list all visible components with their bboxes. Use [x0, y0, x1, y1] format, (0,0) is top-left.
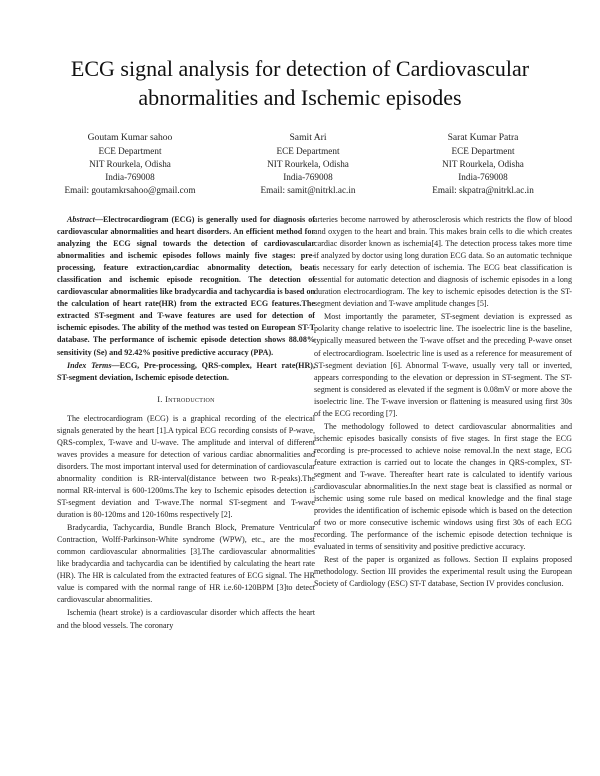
abstract-text: —Electrocardiogram (ECG) is generally used for diagnosis of cardiovascular abnormalities and heart disorders. An efficient method for analyzing the ECG signal towards the detection of cardiovascular abnormalities and ischemic episodes follows mainly five stages: pre-processing, feature extraction,cardiac abnormality detection, beat classification and ischemic episode recognition. The detection of cardiovascular abnormalities like bradycardia and tachycardia is based on the calculation of heart rate(HR) from the extracted ECG features.The extracted ST-segment and T-wave features are used for detection of ischemic episodes. The ability of the method was tested on European ST-T database. The performance of ischemic episode detection shows 88.08% sensitivity (Se) and 92.42% positive predictive accuracy (PPA).	[57, 215, 315, 357]
index-terms-lead: Index Terms	[67, 360, 112, 370]
author-1	[40, 131, 220, 197]
author-postal: India-769008	[283, 172, 333, 182]
right-column	[314, 214, 572, 590]
abstract	[57, 214, 315, 359]
author-postal: India-769008	[105, 172, 155, 182]
author-3	[398, 131, 568, 197]
author-email[interactable]: Email: samit@nitrkl.ac.in	[260, 185, 356, 195]
index-terms	[57, 360, 315, 384]
section-heading-introduction: I. Introduction	[157, 394, 215, 404]
author-name: Goutam Kumar sahoo	[87, 132, 173, 143]
author-name: Samit Ari	[289, 132, 327, 143]
body-paragraph: Rest of the paper is organized as follows. Section II explains proposed methodology. Section III provides the experimental result using the European Society of Cardiology (ESC) ST-T database, Section IV provides conclusion.	[314, 555, 572, 589]
author-email[interactable]: Email: goutamkrsahoo@gmail.com	[64, 185, 196, 195]
paper-title: ECG signal analysis for detection of Cardiovascular abnormalities and Ischemic episodes	[70, 56, 530, 110]
author-institution: NIT Rourkela, Odisha	[442, 159, 524, 169]
author-block	[40, 131, 580, 195]
left-column	[57, 214, 315, 632]
body-paragraph: The methodology followed to detect cardiovascular abnormalities and ischemic episodes basically consists of five stages. In first stage the ECG recording is pre-processed to achieve noise removal.In the next stage, ECG feature extraction is carried out to locate the changes in QRS-complex, ST-segment and T-wave. Thereafter heart rate is calculated to identify various cardiovascular abnormalities.In the next stage beat is classified as normal or ischemic using some rule based on medical knowledge and the final stage provides the identification of ischemic episode which is based on the detection of two or more consecutive ischemic windows using first 30s of each ECG recording. The performance of the ischemic episode detection technique is evaluated in terms of sensitivity and positive predictive accuracy.	[314, 421, 572, 552]
author-postal: India-769008	[458, 172, 508, 182]
index-terms-text: —ECG, Pre-processing, QRS-complex, Heart rate(HR), ST-segment deviation, Ischemic episode detection.	[57, 360, 316, 382]
author-department: ECE Department	[276, 146, 340, 156]
body-paragraph: Most importantly the parameter, ST-segment deviation is expressed as polarity change relative to isoelectric line. The isoelectric line is the baseline, typically measured between the T-wave offset and the preceding P-wave onset of electrocardiogram. Isoelectric line is used as a reference for measurement of ST-segment deviation [6]. Abnormal T-wave, usually very tall or inverted, appears corresponding to the elevation or depression in ST-segment. The ST-segment is considered as elevated if the segment is 0.08mV or more above the isoelectric line. The T-wave inversion or flattening is measured using first 30s of the ECG recording [7].	[314, 312, 572, 418]
body-paragraph: The electrocardiogram (ECG) is a graphical recording of the electrical signals generated by the heart [1].A typical ECG recording consists of P-wave, QRS-complex, T-wave and U-wave. The amplitude and interval of different waves provides a measure for detection of various cardiac abnormalities and disorders. The most important interval used for determination of cardiovascular abnormality condition is RR-interval(distance between two R-peaks).The normal RR-interval is 600-1200ms.The key to Ischemic episodes detection is ST-segment deviation and T-wave.The normal ST-segment and T-wave duration is 80-120ms and 120-160ms respectively [2].	[57, 413, 315, 520]
author-institution: NIT Rourkela, Odisha	[89, 159, 171, 169]
body-paragraph: Ischemia (heart stroke) is a cardiovascular disorder which affects the heart and the blood vessels. The coronary	[57, 608, 315, 630]
body-paragraph: Bradycardia, Tachycardia, Bundle Branch Block, Premature Ventricular Contraction, Wolff-Parkinson-White syndrome (WPW), etc., are the most common cardiovascular abnormalities [3].The cardiovascular abnormalities like bradycardia and tachycardia can be identified by calculating the heart rate (HR). The HR is calculated from the extracted features of ECG signal. The HR value is compared with the normal range of HR i.e.60-120BPM [3]to detect cardiovascular abnormalities.	[57, 523, 315, 605]
abstract-lead: Abstract	[67, 215, 95, 224]
body-paragraph: arteries become narrowed by atherosclerosis which restricts the flow of blood and oxygen to the heart and brain. This makes brain cells to die which creates cardiac disorder known as ischemia[4]. The detection process takes more time if analyzed by doctor using long duration ECG data. So an automatic technique is necessary for early detection of ischemia. The ECG beat classification is essential for automatic detection and diagnosis of ischemic episodes in a long duration electrocardiogram. The key to ischemic episodes detection is the ST-segment deviation and T-wave amplitude changes [5].	[314, 215, 572, 309]
author-2	[228, 131, 388, 197]
author-institution: NIT Rourkela, Odisha	[267, 159, 349, 169]
author-email[interactable]: Email: skpatra@nitrkl.ac.in	[432, 185, 534, 195]
author-department: ECE Department	[98, 146, 162, 156]
author-department: ECE Department	[451, 146, 515, 156]
author-name: Sarat Kumar Patra	[447, 132, 519, 143]
